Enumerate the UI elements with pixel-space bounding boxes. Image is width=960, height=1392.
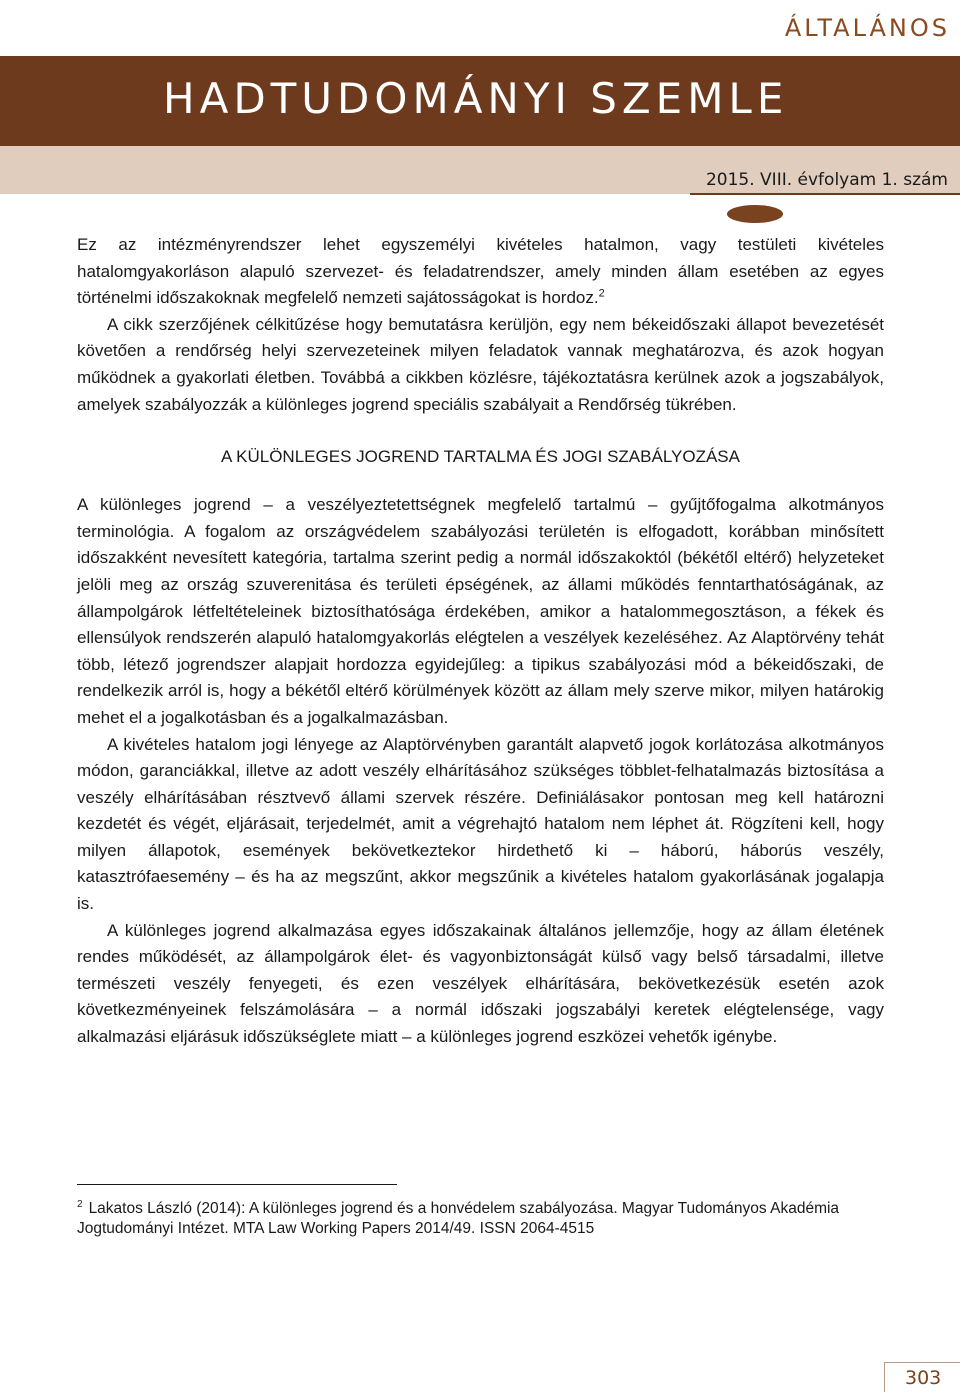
footnote-separator <box>77 1184 397 1185</box>
body-paragraph: A kivételes hatalom jogi lényege az Alaptörvényben garantált alapvető jogok korlátozása alkotmányos módon, garanciákkal, illetve az adott veszély elhárításához szükséges többlet-felhatalmazás biztosítása a veszély elhárításában résztvevő állami szervek részére. Definiálásakor pontosan meg kell határozni kezdetét és végét, eljárásait, terjedelmét, amit a végrehajtó hatalom nem léphet át. Rögzíteni kell, hogy milyen állapotok, események bekövetkeztekor hirdethető ki – háború, háborús veszély, katasztrófaesemény – és ha az megszűnt, akkor megszűnik a kivételes hatalom gyakorlásának jogalapja is. <box>77 734 884 914</box>
footnote-reference[interactable]: 2 <box>598 287 605 300</box>
section-heading: A KÜLÖNLEGES JOGREND TARTALMA ÉS JOGI SZABÁLYOZÁSA <box>221 447 740 467</box>
decorative-oval <box>727 205 783 223</box>
header-banner <box>0 56 960 146</box>
paragraph-text: Ez az intézményrendszer lehet egyszemélyi kivételes hatalmon, vagy testületi kivételes hatalomgyakorláson alapuló szervezet- és feladatrendszer, amely minden állam esetében az egyes történelmi időszakoknak megfelelő nemzeti sajátosságokat is hordoz. <box>77 235 884 308</box>
journal-title: HADTUDOMÁNYI SZEMLE <box>163 74 789 123</box>
body-paragraph: A különleges jogrend – a veszélyeztetettségnek megfelelő tartalmú – gyűjtőfogalma alkotmányos terminológia. A fogalom az országvédelem szabályozási területén is elfogadott, korábban minősített időszakként nevesített kategória, tartalma szerint pedig a normál időszakoktól (békétől eltérő) helyzeteket jelöli meg az ország szuverenitása és területi épségének, az állami működés fenntarthatóságának, az állampolgárok létfeltételeinek biztosíthatósága érdekében, amikor a hatalommegosztáson, a fékek és ellensúlyok rendszerén alapuló hatalomgyakorlás elégtelen a veszélyek kezeléséhez. Az Alaptörvény tehát több, létező jogrendszer alapjait hordozza egyidejűleg: a tipikus szabályozási mód a békeidőszaki, de rendelkezik arról is, hogy a békétől eltérő körülmények között az állam mely szerve mikor, milyen határokig mehet el a jogalkotásban és a jogalkalmazásban. <box>77 495 884 727</box>
body-paragraph <box>77 232 884 312</box>
footnote-text: Lakatos László (2014): A különleges jogrend és a honvédelem szabályozása. Magyar Tudományos Akadémia Jogtudományi Intézet. MTA Law Working Papers 2014/49. ISSN 2064-4515 <box>77 1200 840 1237</box>
page-number: 303 <box>905 1367 942 1389</box>
issue-info: 2015. VIII. évfolyam 1. szám <box>705 170 948 190</box>
section-label: ÁLTALÁNOS <box>784 14 950 42</box>
body-paragraph: A különleges jogrend alkalmazása egyes időszakainak általános jellemzője, hogy az állam életének rendes működését, az állampolgárok élet- és vagyonbiztonságát külső vagy belső társadalmi, illetve természeti veszély fenyegeti, és ezen veszélyek elhárítására, bekövetkezésük esetén azok következményeinek felszámolására – a normál időszaki jogszabályi keretek elégtelensége, vagy alkalmazási eljárásuk időszükséglete miatt – a különleges jogrend eszközei vehetők igénybe. <box>77 920 884 1047</box>
footnote-number: 2 <box>77 1198 83 1210</box>
article-body <box>77 232 884 1051</box>
header-rule <box>690 193 960 195</box>
body-paragraph: A cikk szerzőjének célkitűzése hogy bemutatásra kerüljön, egy nem békeidőszaki állapot bevezetését követően a rendőrség helyi szervezeteinek milyen feladatok vannak meghatározva, és azok hogyan működnek a gyakorlati életben. Továbbá a cikkben közlésre, tájékoztatásra kerülnek azok a jogszabályok, amelyek szabályozzák a különleges jogrend speciális szabályait a Rendőrség tükrében. <box>77 314 884 414</box>
page-number-box <box>884 1362 960 1392</box>
footnote <box>77 1199 884 1239</box>
